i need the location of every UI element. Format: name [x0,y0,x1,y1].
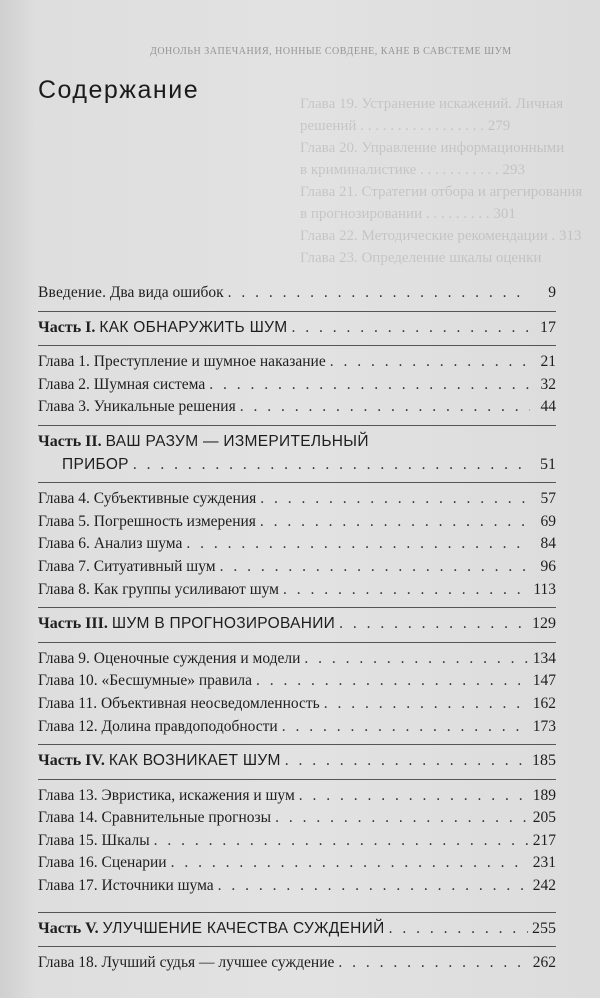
toc-part-name: ШУМ В ПРОГНОЗИРОВАНИИ [111,615,336,633]
toc-chapter-title: «Бесшумные» правила [101,672,252,690]
toc-part-name: КАК ОБНАРУЖИТЬ ШУМ [99,318,288,336]
toc-part-page: 255 [532,919,556,937]
show-through-texture: в криминалистике . . . . . . . . . . . 293 [300,162,526,178]
toc-part-name-continued: ПРИБОР [62,455,129,473]
section-divider [38,482,556,483]
toc-chapter-page: 189 [532,786,556,804]
show-through-texture: в прогнозировании . . . . . . . . . 301 [300,206,516,222]
toc-part-label: Часть II. [38,432,102,450]
toc-chapter-title: Преступление и шумное наказание [93,353,326,371]
toc-intro-text: Два вида ошибок [109,284,224,301]
toc-part-name: УЛУЧШЕНИЕ КАЧЕСТВА СУЖДЕНИЙ [102,919,385,937]
dot-leader [154,830,529,853]
show-through-texture: Глава 22. Методические рекомендации . 313 [300,228,582,244]
dot-leader [291,317,530,340]
show-through-texture: Глава 19. Устранение искажений. Личная [300,96,564,112]
toc-chapter-title: Анализ шума [93,535,183,553]
toc-chapter-row[interactable] [38,511,556,534]
toc-chapter-label: Глава 18. [38,954,98,972]
toc-chapter-row[interactable] [38,716,556,739]
section-divider [38,912,556,913]
toc-chapter-row[interactable] [38,579,556,602]
toc-chapter-row[interactable] [38,693,556,716]
dot-leader [304,648,528,671]
toc-chapter-label: Глава 13. [38,786,98,804]
section-divider [38,946,556,947]
toc-part-page: 51 [540,455,556,473]
toc-chapter-title: Источники шума [101,877,214,895]
toc-chapter-label: Глава 11. [38,694,98,712]
toc-chapter-label: Глава 1. [38,353,90,371]
dot-leader [282,716,529,739]
running-head: ДОНОЛЬН ЗАПЕЧАНИЯ, НОННЫЕ СОВДЕНЕ, КАНЕ В САВСТЕМЕ ШУМ [150,46,512,57]
toc-part-page: 129 [532,615,556,633]
toc-part-name: ВАШ РАЗУМ — ИЗМЕРИТЕЛЬНЫЙ [105,432,369,450]
toc-chapter-label: Глава 16. [38,854,98,872]
toc-chapter-row[interactable] [38,830,556,853]
dot-leader [209,374,530,397]
toc-chapter-page: 205 [532,809,556,827]
toc-chapter-row[interactable] [38,351,556,374]
toc-part-page: 185 [532,752,556,770]
section-divider [38,425,556,426]
toc-part-row[interactable] [38,918,556,941]
show-through-texture: Глава 21. Стратегии отбора и агрегирования [300,184,583,200]
toc-chapter-label: Глава 10. [38,672,98,690]
dot-leader [275,807,529,830]
toc-chapter-page: 147 [532,672,556,690]
dot-leader [330,351,530,374]
toc-chapter-row[interactable] [38,374,556,397]
toc-chapter-title: Погрешность измерения [93,512,256,530]
toc-part-page: 17 [540,318,556,336]
toc-chapter-page: 134 [532,649,556,667]
dot-leader [171,852,529,875]
toc-chapter-title: Эвристика, искажения и шум [101,786,295,804]
toc-chapter-page: 162 [532,694,556,712]
toc-chapter-row[interactable] [38,785,556,808]
toc-chapter-row[interactable] [38,556,556,579]
toc-chapter-row[interactable] [38,488,556,511]
toc-chapter-title: Оценочные суждения и модели [93,649,301,667]
toc-part-name: КАК ВОЗНИКАЕТ ШУМ [108,752,281,770]
toc-chapter-row[interactable] [38,648,556,671]
toc-chapter-title: Как группы усиливают шум [93,580,279,598]
toc-chapter-row[interactable] [38,952,556,975]
toc-chapter-label: Глава 12. [38,717,98,735]
page-title: Содержание [38,76,200,104]
toc-chapter-label: Глава 4. [38,490,90,508]
toc-part-row[interactable] [38,317,556,340]
dot-leader [338,952,528,975]
toc-chapter-title: Субъективные суждения [93,490,257,508]
dot-leader [260,511,530,534]
dot-leader [339,613,528,636]
toc-chapter-page: 32 [540,375,556,393]
dot-leader [218,875,529,898]
toc-chapter-title: Лучший судья — лучшее суждение [101,954,335,972]
toc-part-label: Часть IV. [38,752,105,770]
toc-chapter-page: 217 [532,831,556,849]
toc-intro-page: 9 [548,284,556,301]
toc-chapter-row[interactable] [38,670,556,693]
toc-chapter-label: Глава 5. [38,512,90,530]
show-through-texture: решений . . . . . . . . . . . . . . . . . 279 [300,118,511,134]
toc-chapter-page: 44 [540,398,556,416]
toc-chapter-page: 69 [540,512,556,530]
dot-leader [283,579,529,602]
dot-leader [299,785,529,808]
toc-chapter-row[interactable] [38,852,556,875]
toc-part-label: Часть V. [38,919,99,937]
toc-chapter-label: Глава 15. [38,831,98,849]
toc-chapter-label: Глава 17. [38,877,98,895]
dot-leader [133,454,530,477]
toc-part-row[interactable] [38,613,556,636]
toc-chapter-row[interactable] [38,396,556,419]
toc-part-row[interactable] [38,750,556,773]
toc-intro-row[interactable]: Введение. Два вида ошибок . . . 9 [38,282,556,305]
section-divider [38,345,556,346]
toc-chapter-title: Шкалы [101,831,150,849]
toc-chapter-page: 173 [532,717,556,735]
dot-leader [240,396,530,419]
toc-part-label: Часть I. [38,318,96,336]
dot-leader [285,750,528,773]
toc-chapter-row[interactable] [38,875,556,898]
toc-chapter-label: Глава 3. [38,398,90,416]
toc-part-label: Часть III. [38,615,108,633]
dot-leader [220,556,530,579]
toc-chapter-page: 57 [540,490,556,508]
dot-leader [389,918,528,941]
dot-leader [228,282,530,305]
toc-chapter-label: Глава 2. [38,375,90,393]
table-of-contents [38,282,556,975]
toc-chapter-page: 21 [540,353,556,371]
section-divider [38,642,556,643]
toc-chapter-page: 113 [533,580,556,598]
toc-chapter-row[interactable] [38,533,556,556]
dot-leader [260,488,530,511]
toc-chapter-title: Сценарии [101,854,167,872]
toc-chapter-page: 242 [532,877,556,895]
toc-chapter-page: 262 [532,954,556,972]
toc-intro-label: Введение [38,284,103,301]
toc-chapter-page: 96 [540,557,556,575]
dot-leader [256,670,529,693]
toc-chapter-title: Объективная неосведомленность [100,694,320,712]
toc-chapter-label: Глава 6. [38,535,90,553]
toc-chapter-label: Глава 14. [38,809,98,827]
section-divider [38,607,556,608]
dot-leader [186,533,530,556]
toc-chapter-title: Сравнительные прогнозы [101,809,272,827]
toc-chapter-page: 84 [540,535,556,553]
dot-leader [324,693,529,716]
section-divider [38,744,556,745]
section-divider [38,779,556,780]
section-divider [38,311,556,312]
toc-chapter-title: Шумная система [93,375,206,393]
toc-part-row-continued[interactable] [38,454,556,477]
toc-chapter-title: Уникальные решения [93,398,236,416]
show-through-texture: Глава 23. Определение шкалы оценки [300,250,542,266]
toc-chapter-row[interactable] [38,807,556,830]
toc-chapter-title: Ситуативный шум [93,557,216,575]
toc-part-row[interactable] [38,431,556,454]
toc-chapter-label: Глава 7. [38,557,90,575]
show-through-texture: Глава 20. Управление информационными [300,140,565,156]
toc-chapter-title: Долина правдоподобности [101,717,278,735]
toc-chapter-label: Глава 9. [38,649,90,667]
toc-chapter-label: Глава 8. [38,580,90,598]
toc-chapter-page: 231 [532,854,556,872]
